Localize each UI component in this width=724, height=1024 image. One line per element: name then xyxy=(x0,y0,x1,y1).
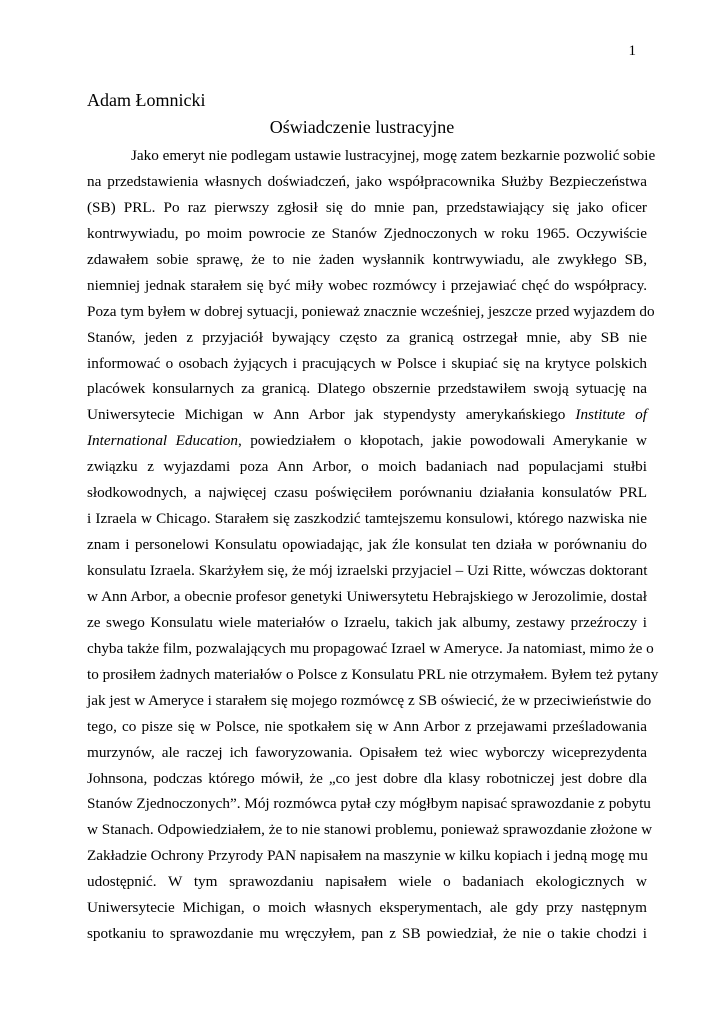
text-line: murzynów, ale raczej ich faworyzowania. Opisałem też wiec wyborczy wiceprezydenta xyxy=(87,743,647,761)
text-segment: , powiedziałem o kłopotach, jakie powodowali Amerykanie w xyxy=(238,432,647,450)
text-line: konsulatu Izraela. Skarżyłem się, że mój izraelski przyjaciel – Uzi Ritte, wówczas doktorant xyxy=(87,562,648,579)
text-line: słodkowodnych, a najwięcej czasu poświęciłem porównaniu działania konsulatów PRL xyxy=(87,484,647,502)
text-line: na przedstawienia własnych doświadczeń, jako współpracownika Służby Bezpieczeństwa xyxy=(87,172,647,190)
author-name: Adam Łomnicki xyxy=(87,90,206,110)
text-line: placówek konsularnych za granicą. Dlatego obszernie przedstawiłem swoją sytuację na xyxy=(87,380,647,398)
text-line: (SB) PRL. Po raz pierwszy zgłosił się do mnie pan, przedstawiający się jako oficer xyxy=(87,198,647,216)
text-line: informować o osobach żyjących i pracujących w Polsce i skupiać się na krytyce polskich xyxy=(87,354,647,372)
text-line: Zakładzie Ochrony Przyrody PAN napisałem na maszynie w kilku kopiach i jedną mogę mu xyxy=(87,847,648,865)
text-line: chyba także film, pozwalających mu propagować Izrael w Ameryce. Ja natomiast, mimo że o xyxy=(87,639,654,657)
text-line: udostępnić. W tym sprawozdaniu napisałem wiele o badaniach ekologicznych w xyxy=(87,873,647,891)
text-line: zdawałem sobie sprawę, że to nie żaden wysłannik kontrwywiadu, ale zwykłego SB, xyxy=(87,250,647,268)
text-line: to prosiłem żadnych materiałów o Polsce z Konsulatu PRL nie otrzymałem. Byłem też pytany xyxy=(87,665,659,683)
text-line: tego, co pisze się w Polsce, nie spotkałem się w Ann Arbor z przejawami prześladowania xyxy=(87,717,647,735)
text-line: i Izraela w Chicago. Starałem się zaszkodzić tamtejszemu konsulowi, którego nazwiska nie xyxy=(87,510,647,528)
text-line: w Ann Arbor, a obecnie profesor genetyki Uniwersytetu Hebrajskiego w Jerozolimie, dostał xyxy=(87,587,647,605)
text-line: Uniwersytecie Michigan, o moich własnych eksperymentach, ale gdy przy następnym xyxy=(87,899,647,917)
body-text xyxy=(87,143,659,947)
page-number: 1 xyxy=(628,43,636,59)
text-line: Jako emeryt nie podlegam ustawie lustracyjnej, mogę zatem bezkarnie pozwolić sobie xyxy=(131,147,656,164)
text-line: Johnsona, podczas którego mówił, że „co jest dobre dla klasy robotniczej jest dobre dla xyxy=(87,769,647,787)
text-line xyxy=(87,402,647,428)
text-line xyxy=(87,428,647,454)
document-title: Oświadczenie lustracyjne xyxy=(269,117,455,137)
text-line: Stanów Zjednoczonych”. Mój rozmówca pytał czy mógłbym napisać sprawozdanie z pobytu xyxy=(87,795,651,813)
text-line: znam i personelowi Konsulatu opowiadając, jak źle konsulat ten działa w porównaniu do xyxy=(87,536,647,554)
text-line: Poza tym byłem w dobrej sytuacji, ponieważ znacznie wcześniej, jeszcze przed wyjazdem do xyxy=(87,302,655,320)
text-line: ze swego Konsulatu wiele materiałów o Izraelu, takich jak albumy, zestawy przeźroczy i xyxy=(87,613,647,631)
text-line: w Stanach. Odpowiedziałem, że to nie stanowi problemu, ponieważ sprawozdanie złożone w xyxy=(87,821,653,839)
text-line: związku z wyjazdami poza Ann Arbor, o moich badaniach nad populacjami stułbi xyxy=(87,458,647,476)
text-line: kontrwywiadu, po moim powrocie ze Stanów Zjednoczonych w roku 1965. Oczywiście xyxy=(87,224,647,242)
text-line: niemniej jednak starałem się być miły wobec rozmówcy i przejawiać chęć do współpracy. xyxy=(87,276,647,294)
italic-text-segment: Institute of xyxy=(575,406,647,424)
text-line: spotkaniu to sprawozdanie mu wręczyłem, pan z SB powiedział, że nie o takie chodzi i xyxy=(87,925,647,943)
text-line: jak jest w Ameryce i starałem się mojego rozmówcę z SB oświecić, że w przeciwieństwie do xyxy=(87,691,652,709)
text-segment: Uniwersytecie Michigan w Ann Arbor jak stypendysty amerykańskiego xyxy=(87,406,576,424)
italic-text-segment: International Education xyxy=(87,432,238,450)
text-line: Stanów, jeden z przyjaciół bywający często za granicą ostrzegał mnie, aby SB nie xyxy=(87,328,647,346)
